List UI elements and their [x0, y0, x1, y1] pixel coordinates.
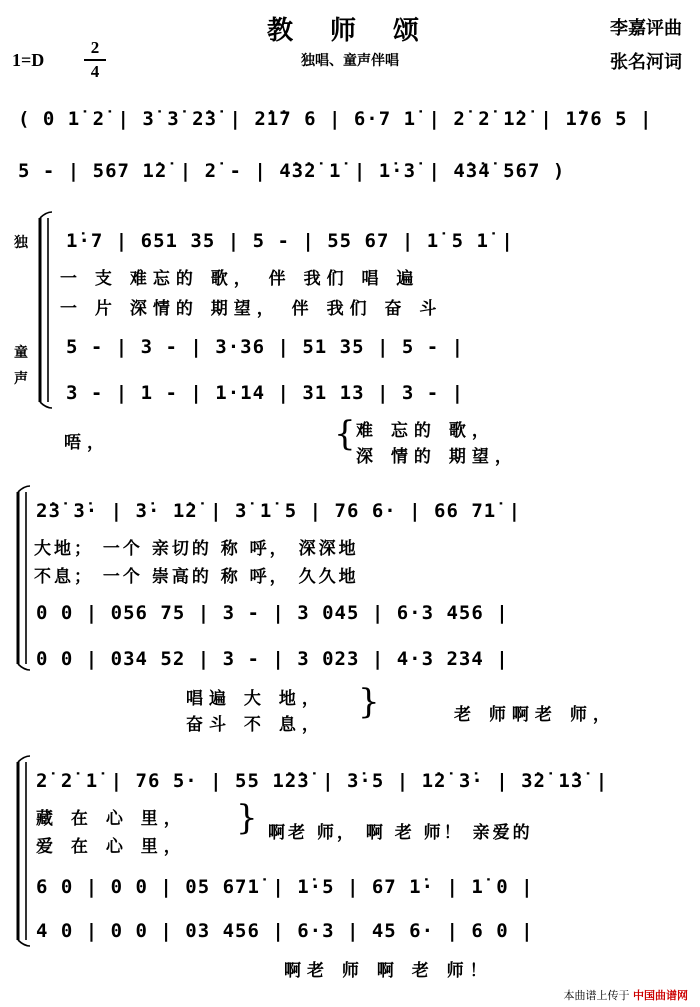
system2-children-lyric-b: 老 师啊老 师， — [454, 705, 616, 725]
footer-site: 中国曲谱网 — [633, 989, 688, 1002]
system1-lyric-brace: { — [334, 414, 356, 454]
system2-children-lyric-a2: 奋斗 不 息， — [186, 715, 325, 735]
system3-children-voice2: 4 0 | 0 0 | 03 456 | 6·3 | 45 6· | 6 0 | — [36, 920, 534, 942]
system3-children-voice1: 6 0 | 0 0 | 05 671̇ | 1̇·5 | 67 1̇· | 1̇ 0 | — [36, 876, 534, 898]
footer-text: 本曲谱上传于 — [563, 989, 630, 1002]
system3-lyric-brace: { — [236, 798, 258, 838]
intro-line-2: 5 - | 567 1̇2̇ | 2̇ - | 4̇3̇2̇ 1̇ | 1̇·3̇ | 4̇3̇4̇ 567 ) — [18, 160, 566, 182]
system2-solo-notes: 2̇3̇ 3̇· | 3̇· 1̇2̇ | 3̇ 1̇ 5 | 76 6· | 66 71̇ | — [36, 500, 522, 522]
system3-children-lyric: 啊老 师 啊 老 师！ — [284, 961, 493, 981]
system1-children-lyric-a: 唔， — [64, 433, 110, 453]
system1-children-voice2: 3 - | 1 - | 1·14 | 31 13 | 3 - | — [66, 382, 465, 404]
system2-lyric-verse2: 不息； 一个 崇高的 称 呼， 久久地 — [34, 567, 359, 587]
system3-solo-notes: 2̇ 2̇ 1̇ | 76 5· | 55 1̇2̇3̇ | 3̇·5 | 1̇2̇ 3̇· | 3̇2̇ 1̇3̇ | — [36, 770, 609, 792]
solo-part-label: 独 — [14, 235, 28, 251]
system1-children-lyric-b1: 难 忘的 歌， — [356, 421, 495, 441]
song-title: 教 师 颂 — [266, 16, 434, 46]
system1-solo-notes: 1̇·7 | 651 35 | 5 - | 55 67 | 1̇ 5 1̇ | — [66, 230, 514, 252]
lyricist-credit: 张名河词 — [610, 52, 682, 73]
time-signature-bottom: 4 — [90, 62, 100, 81]
system3-lyric-joint: 啊老 师， 啊 老 师！ 亲爱的 — [268, 823, 533, 843]
time-signature-top: 2 — [90, 38, 100, 57]
key-signature: 1=D — [12, 50, 45, 70]
system2-lyric-verse1: 大地； 一个 亲切的 称 呼， 深深地 — [34, 539, 359, 559]
system1-children-lyric-b2: 深 情的 期望， — [356, 447, 518, 467]
system3-lyric-verse2: 爱 在 心 里， — [36, 837, 187, 857]
system2-children-voice2: 0 0 | 034 52 | 3 - | 3 023 | 4·3 234 | — [36, 648, 509, 670]
song-subtitle: 独唱、童声伴唱 — [301, 53, 399, 69]
intro-line-1: ( 0 1̇ 2̇ | 3̇ 3̇ 2̇3̇ | 2̇1̇7 6 | 6·7 1̇ | 2̇ 2̇ 1̇2̇ | 1̇76 5 | — [18, 108, 653, 130]
system2-children-voice1: 0 0 | 056 75 | 3 - | 3 045 | 6·3 456 | — [36, 602, 509, 624]
system1-lyric-verse1: 一 支 难忘的 歌， 伴 我们 唱 遍 — [60, 269, 420, 289]
system3-lyric-verse1: 藏 在 心 里， — [36, 809, 187, 829]
children-part-label-1: 童 — [14, 345, 28, 361]
system1-lyric-verse2: 一 片 深情的 期望， 伴 我们 奋 斗 — [60, 299, 443, 319]
system2-children-lyric-a1: 唱遍 大 地， — [186, 689, 325, 709]
system1-children-voice1: 5 - | 3 - | 3·36 | 51 35 | 5 - | — [66, 336, 465, 358]
system2-lyric-brace: { — [358, 682, 380, 722]
footer-credit — [564, 987, 689, 1003]
composer-credit: 李嘉评曲 — [610, 18, 682, 39]
time-signature — [84, 38, 106, 82]
children-part-label-2: 声 — [14, 371, 28, 387]
